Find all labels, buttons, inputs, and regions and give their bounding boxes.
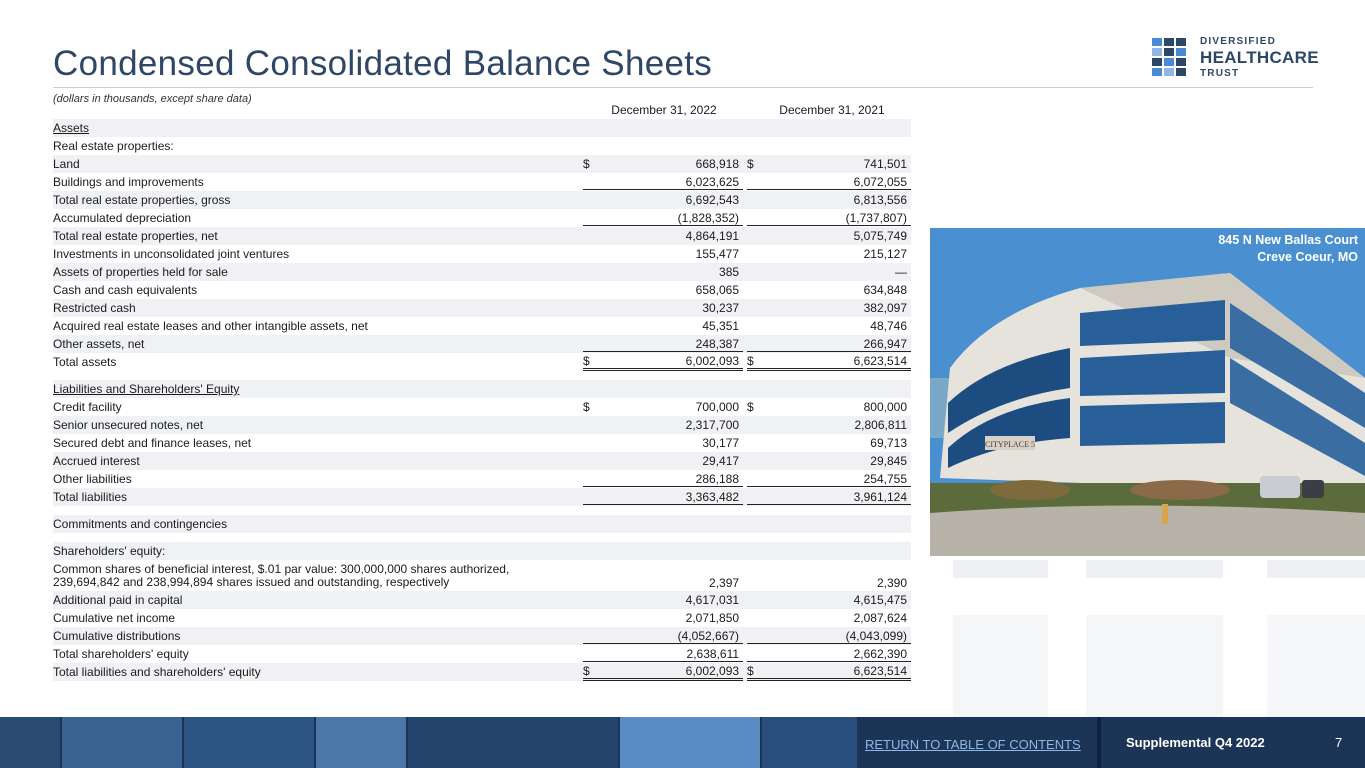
value-2021 — [747, 317, 911, 335]
table-row — [53, 335, 911, 353]
amount: (1,737,807) — [845, 210, 907, 225]
table-row — [53, 560, 911, 591]
row-label — [53, 515, 583, 533]
row-label-text: Assets of properties held for sale — [53, 265, 228, 279]
amount: 658,065 — [695, 283, 740, 297]
amount: 29,417 — [702, 454, 740, 468]
value-2022 — [583, 591, 747, 609]
table-of-contents-link[interactable]: RETURN TO TABLE OF CONTENTS — [865, 737, 1081, 752]
amount: 6,072,055 — [853, 174, 907, 189]
row-label-text: Cash and cash equivalents — [53, 283, 198, 297]
amount: 6,623,514 — [853, 353, 907, 368]
row-label-text: Accumulated depreciation — [53, 211, 192, 225]
row-label-text: Accrued interest — [53, 454, 140, 468]
row-label-text: Total real estate properties, gross — [53, 193, 231, 207]
table-row — [53, 470, 911, 488]
amount: 266,947 — [863, 336, 907, 351]
logo-word-3: TRUST — [1200, 68, 1240, 79]
amount: 2,662,390 — [853, 646, 907, 661]
value-2022 — [583, 416, 747, 434]
row-label-text: Real estate properties: — [53, 139, 174, 153]
amount: 2,806,811 — [854, 418, 907, 432]
row-label-text: Total real estate properties, net — [53, 229, 218, 243]
row-label — [53, 663, 583, 681]
table-row — [53, 191, 911, 209]
page-title: Condensed Consolidated Balance Sheets — [53, 44, 713, 83]
currency-symbol: $ — [582, 663, 590, 678]
value-2021 — [747, 137, 911, 155]
value-2022 — [583, 137, 747, 155]
logo-word-2: HEALTHCARE — [1200, 48, 1319, 67]
currency-symbol: $ — [582, 353, 590, 368]
row-label — [53, 191, 583, 209]
row-label — [53, 470, 583, 488]
value-2021 — [747, 416, 911, 434]
value-2022 — [583, 398, 747, 416]
value-2021 — [747, 209, 911, 227]
amount: 254,755 — [863, 471, 907, 486]
row-label-text: Shareholders' equity: — [53, 544, 166, 558]
value-2022 — [583, 515, 747, 533]
value-2021 — [747, 119, 911, 137]
value-2021 — [747, 299, 911, 317]
row-label — [53, 263, 583, 281]
amount: (4,052,667) — [677, 628, 740, 643]
currency-symbol: $ — [582, 157, 590, 171]
row-label-text: Total liabilities — [53, 490, 128, 504]
amount: 668,918 — [695, 157, 740, 171]
building-illustration — [930, 228, 1365, 556]
supplemental-label: Supplemental Q4 2022 — [1126, 735, 1265, 750]
row-label-text: Senior unsecured notes, net — [53, 418, 204, 432]
amount: 6,692,543 — [685, 193, 740, 207]
spacer-row — [53, 371, 911, 380]
row-label — [53, 452, 583, 470]
title-divider — [53, 87, 1313, 88]
row-label — [53, 155, 583, 173]
value-2021 — [747, 663, 911, 681]
value-2021 — [747, 560, 911, 591]
value-2022 — [583, 281, 747, 299]
amount: 3,363,482 — [685, 489, 740, 504]
value-2022 — [583, 191, 747, 209]
spacer-row — [53, 533, 911, 542]
row-label — [53, 645, 583, 663]
amount: 6,002,093 — [685, 353, 740, 368]
value-2021 — [747, 470, 911, 488]
row-label — [53, 560, 583, 591]
value-2021 — [747, 488, 911, 506]
table-row — [53, 173, 911, 191]
logo-word-1: DIVERSIFIED — [1200, 36, 1276, 47]
row-label — [53, 281, 583, 299]
row-label-text: Other liabilities — [53, 472, 132, 486]
value-2022 — [583, 488, 747, 506]
value-2021 — [747, 542, 911, 560]
row-label-text: Total assets — [53, 355, 117, 369]
amount: 3,961,124 — [853, 489, 907, 504]
table-row — [53, 155, 911, 173]
table-row — [53, 317, 911, 335]
table-row — [53, 137, 911, 155]
table-row — [53, 119, 911, 137]
value-2021 — [747, 434, 911, 452]
section-heading: Liabilities and Shareholders' Equity — [53, 382, 240, 396]
amount: 382,097 — [863, 301, 907, 315]
balance-sheet-table — [53, 119, 911, 681]
value-2021 — [747, 398, 911, 416]
row-label — [53, 380, 583, 398]
photo-caption — [1218, 232, 1358, 266]
value-2021 — [747, 380, 911, 398]
row-label — [53, 227, 583, 245]
row-label-text: Credit facility — [53, 400, 122, 414]
amount: 2,638,611 — [686, 646, 740, 661]
currency-symbol: $ — [747, 663, 754, 678]
table-row — [53, 591, 911, 609]
amount: 800,000 — [863, 400, 907, 414]
value-2022 — [583, 542, 747, 560]
amount: 69,713 — [870, 436, 907, 450]
row-label-text: Total shareholders' equity — [53, 647, 189, 661]
value-2022 — [583, 227, 747, 245]
value-2022 — [583, 609, 747, 627]
row-label — [53, 591, 583, 609]
table-row — [53, 488, 911, 506]
value-2021 — [747, 335, 911, 353]
row-label — [53, 335, 583, 353]
value-2021 — [747, 173, 911, 191]
currency-symbol: $ — [747, 157, 754, 171]
value-2022 — [583, 380, 747, 398]
amount: 155,477 — [695, 247, 740, 261]
amount: 248,387 — [695, 336, 740, 351]
value-2021 — [747, 353, 911, 371]
row-label-text: Cumulative distributions — [53, 629, 181, 643]
amount: 2,397 — [709, 576, 740, 590]
row-label-text: Commitments and contingencies — [53, 517, 228, 531]
table-row — [53, 209, 911, 227]
spacer-cell — [53, 371, 911, 380]
table-row — [53, 263, 911, 281]
value-2021 — [747, 515, 911, 533]
row-label-text: Investments in unconsolidated joint ventures — [53, 247, 290, 261]
amount: 6,002,093 — [685, 663, 740, 678]
row-label — [53, 245, 583, 263]
amount: 30,177 — [702, 436, 740, 450]
row-label-text: Restricted cash — [53, 301, 136, 315]
table-row — [53, 281, 911, 299]
value-2022 — [583, 245, 747, 263]
spacer-cell — [53, 533, 911, 542]
amount: (4,043,099) — [845, 628, 907, 643]
amount: 700,000 — [695, 400, 740, 414]
row-label — [53, 119, 583, 137]
page-number: 7 — [1335, 735, 1343, 750]
table-row — [53, 663, 911, 681]
value-2022 — [583, 173, 747, 191]
row-label — [53, 299, 583, 317]
section-heading: Assets — [53, 121, 90, 135]
units-note: (dollars in thousands, except share data) — [53, 93, 252, 105]
table-row — [53, 542, 911, 560]
value-2021 — [747, 191, 911, 209]
row-label-text: Total liabilities and shareholders' equity — [53, 665, 261, 679]
table-row — [53, 416, 911, 434]
amount: 2,071,850 — [685, 611, 740, 625]
value-2021 — [747, 609, 911, 627]
table-row — [53, 353, 911, 371]
row-label — [53, 137, 583, 155]
row-label — [53, 609, 583, 627]
amount: 741,501 — [863, 157, 907, 171]
table-row — [53, 452, 911, 470]
amount: 4,617,031 — [685, 593, 740, 607]
value-2022 — [583, 317, 747, 335]
value-2022 — [583, 353, 747, 371]
value-2022 — [583, 263, 747, 281]
row-label — [53, 542, 583, 560]
table-row — [53, 227, 911, 245]
value-2021 — [747, 263, 911, 281]
row-label — [53, 173, 583, 191]
value-2022 — [583, 119, 747, 137]
background-panes — [953, 560, 1365, 717]
value-2022 — [583, 335, 747, 353]
amount: 6,023,625 — [685, 174, 740, 189]
value-2022 — [583, 560, 747, 591]
row-label-line-2: 239,694,842 and 238,994,894 shares issued and outstanding, respectively — [53, 574, 450, 589]
row-label — [53, 434, 583, 452]
row-label-line-1: Common shares of beneficial interest, $.01 par value: 300,000,000 shares authorized, — [53, 561, 510, 576]
amount: — — [895, 265, 907, 279]
photo-caption-address: 845 N New Ballas Court — [1218, 233, 1358, 247]
table-row — [53, 398, 911, 416]
currency-symbol: $ — [747, 353, 754, 368]
column-header-2021: December 31, 2021 — [754, 103, 910, 120]
value-2022 — [583, 470, 747, 488]
table-row — [53, 609, 911, 627]
table-row — [53, 245, 911, 263]
value-2022 — [583, 209, 747, 227]
amount: 2,087,624 — [853, 611, 907, 625]
building-sign: CITYPLACE 5 — [985, 440, 1035, 449]
row-label — [53, 488, 583, 506]
value-2022 — [583, 299, 747, 317]
photo-caption-city: Creve Coeur, MO — [1257, 250, 1358, 264]
value-2022 — [583, 452, 747, 470]
value-2022 — [583, 627, 747, 645]
table-row — [53, 380, 911, 398]
amount: 4,864,191 — [685, 229, 740, 243]
value-2022 — [583, 155, 747, 173]
value-2022 — [583, 663, 747, 681]
amount: 30,237 — [702, 301, 740, 315]
amount: (1,828,352) — [677, 210, 740, 225]
table-row — [53, 627, 911, 645]
amount: 2,317,700 — [685, 418, 740, 432]
row-label — [53, 416, 583, 434]
row-label-text: Land — [53, 157, 80, 171]
row-label-text: Additional paid in capital — [53, 593, 183, 607]
row-label — [53, 627, 583, 645]
amount: 6,813,556 — [853, 193, 907, 207]
amount: 48,746 — [870, 319, 907, 333]
row-label-text: Other assets, net — [53, 337, 145, 351]
table-row — [53, 434, 911, 452]
amount: 2,390 — [876, 576, 907, 590]
row-label-text: Acquired real estate leases and other intangible assets, net — [53, 319, 368, 333]
row-label — [53, 317, 583, 335]
currency-symbol: $ — [582, 400, 590, 414]
value-2021 — [747, 227, 911, 245]
value-2021 — [747, 452, 911, 470]
row-label — [53, 398, 583, 416]
property-photo — [930, 228, 1365, 556]
amount: 5,075,749 — [853, 229, 907, 243]
row-label-text: Secured debt and finance leases, net — [53, 436, 252, 450]
amount: 286,188 — [695, 471, 740, 486]
spacer-row — [53, 506, 911, 515]
spacer-cell — [53, 506, 911, 515]
table-row — [53, 645, 911, 663]
value-2021 — [747, 591, 911, 609]
value-2021 — [747, 281, 911, 299]
row-label-text: Buildings and improvements — [53, 175, 204, 189]
value-2021 — [747, 245, 911, 263]
row-label — [53, 209, 583, 227]
value-2021 — [747, 645, 911, 663]
row-label — [53, 353, 583, 371]
amount: 29,845 — [870, 454, 907, 468]
currency-symbol: $ — [747, 400, 754, 414]
table-row — [53, 515, 911, 533]
amount: 385 — [719, 265, 740, 279]
amount: 45,351 — [702, 319, 740, 333]
amount: 4,615,475 — [853, 593, 907, 607]
value-2021 — [747, 627, 911, 645]
value-2022 — [583, 434, 747, 452]
value-2021 — [747, 155, 911, 173]
logo-mark-icon — [1152, 38, 1188, 74]
amount: 634,848 — [863, 283, 907, 297]
amount: 6,623,514 — [853, 663, 907, 678]
value-2022 — [583, 645, 747, 663]
column-header-2022: December 31, 2022 — [586, 103, 742, 120]
table-row — [53, 299, 911, 317]
row-label-text: Cumulative net income — [53, 611, 176, 625]
amount: 215,127 — [863, 247, 907, 261]
